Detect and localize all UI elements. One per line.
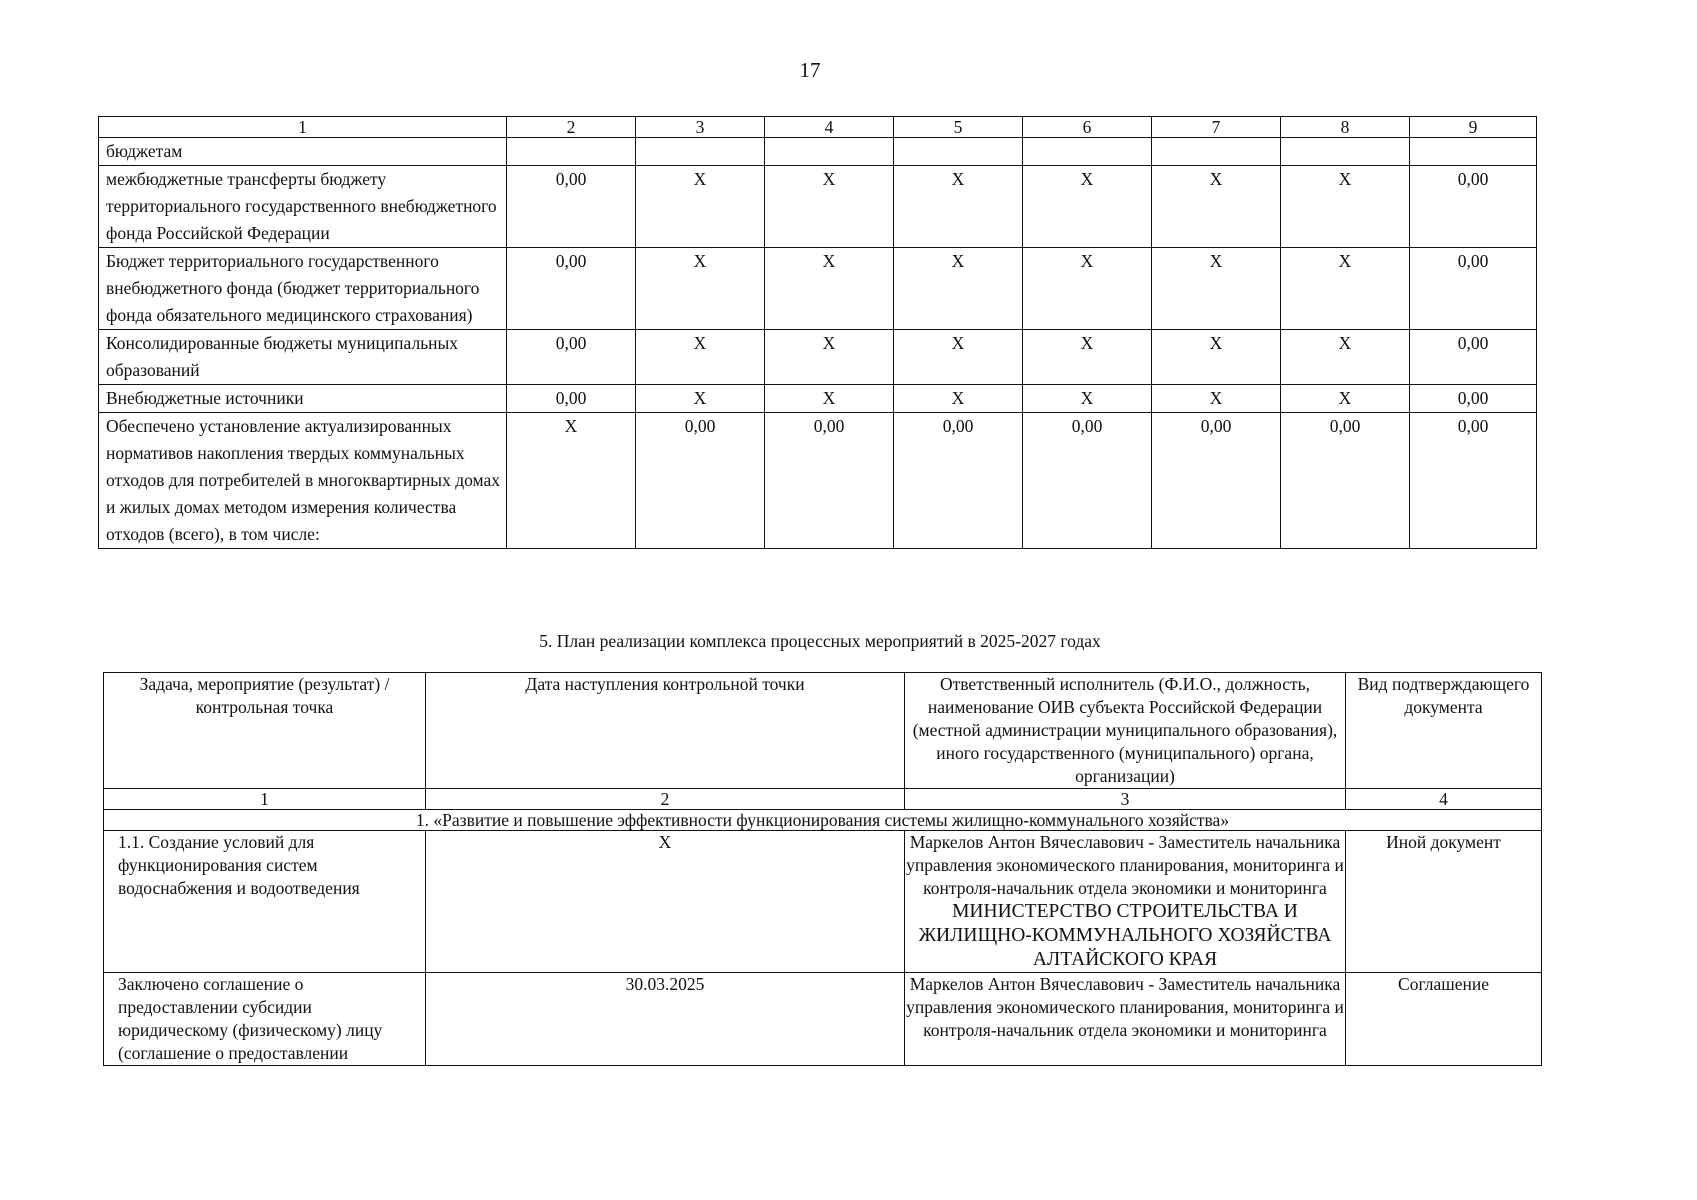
finance-value: X — [1152, 166, 1281, 248]
finance-value: X — [636, 330, 765, 385]
finance-row-label: Бюджет территориального государственного внебюджетного фонда (бюджет территориального фонда обязательного медицинского страхования) — [99, 248, 507, 330]
finance-row-label: межбюджетные трансферты бюджету территориального государственного внебюджетного фонда Российской Федерации — [99, 166, 507, 248]
finance-header-cell: 8 — [1281, 117, 1410, 138]
finance-value: X — [1023, 166, 1152, 248]
finance-value: X — [1281, 330, 1410, 385]
finance-row — [99, 248, 1537, 330]
plan-date: 30.03.2025 — [426, 973, 905, 1066]
finance-value: X — [765, 248, 894, 330]
finance-value: X — [765, 166, 894, 248]
finance-value: 0,00 — [1023, 413, 1152, 549]
finance-header-cell: 3 — [636, 117, 765, 138]
finance-row-label: Консолидированные бюджеты муниципальных образований — [99, 330, 507, 385]
finance-value: 0,00 — [1410, 413, 1537, 549]
finance-value: X — [636, 248, 765, 330]
page-number: 17 — [799, 58, 821, 82]
finance-value — [1152, 138, 1281, 166]
finance-value: X — [1023, 385, 1152, 413]
finance-value: X — [894, 330, 1023, 385]
finance-value: 0,00 — [1410, 248, 1537, 330]
finance-table-header-row — [99, 117, 1537, 138]
plan-group-title: 1. «Развитие и повышение эффективности функционирования системы жилищно-коммунального хозяйства» — [104, 810, 1542, 831]
finance-value — [1281, 138, 1410, 166]
finance-table — [98, 116, 1537, 549]
finance-value — [1410, 138, 1537, 166]
finance-header-cell: 2 — [507, 117, 636, 138]
plan-header-cell: Дата наступления контрольной точки — [426, 673, 905, 789]
finance-value: 0,00 — [1281, 413, 1410, 549]
plan-column-number-row — [104, 789, 1542, 810]
finance-value: X — [1023, 248, 1152, 330]
finance-value: 0,00 — [507, 385, 636, 413]
plan-responsible-cell — [905, 973, 1346, 1066]
finance-row — [99, 138, 1537, 166]
finance-header-cell: 9 — [1410, 117, 1537, 138]
finance-row — [99, 330, 1537, 385]
plan-task: 1.1. Создание условий для функционирования систем водоснабжения и водоотведения — [104, 831, 426, 973]
plan-responsible: Маркелов Антон Вячеславович - Заместитель начальника управления экономического планирования, мониторинга и контроля-начальник отдела экономики и мониторинга — [906, 974, 1344, 1040]
finance-value: X — [1281, 166, 1410, 248]
finance-value — [1023, 138, 1152, 166]
finance-value: X — [894, 166, 1023, 248]
finance-value: 0,00 — [507, 330, 636, 385]
plan-responsible: Маркелов Антон Вячеславович - Заместитель начальника управления экономического планирования, мониторинга и контроля-начальник отдела экономики и мониторинга — [906, 832, 1344, 898]
finance-value: X — [1281, 248, 1410, 330]
finance-row — [99, 385, 1537, 413]
plan-table — [103, 672, 1542, 1066]
finance-value: 0,00 — [1410, 166, 1537, 248]
finance-row — [99, 166, 1537, 248]
finance-value — [636, 138, 765, 166]
finance-value: 0,00 — [765, 413, 894, 549]
finance-value: 0,00 — [507, 166, 636, 248]
finance-value: X — [1152, 385, 1281, 413]
finance-value: X — [1023, 330, 1152, 385]
finance-value: X — [1281, 385, 1410, 413]
finance-value: X — [894, 248, 1023, 330]
plan-document: Соглашение — [1346, 973, 1542, 1066]
finance-header-cell: 6 — [1023, 117, 1152, 138]
finance-value: X — [636, 385, 765, 413]
plan-header-cell: Вид подтверждающего документа — [1346, 673, 1542, 789]
plan-column-number: 4 — [1346, 789, 1542, 810]
plan-task: Заключено соглашение о предоставлении субсидии юридическому (физическому) лицу (соглашение о предоставлении — [104, 973, 426, 1066]
finance-value — [894, 138, 1023, 166]
finance-header-cell: 4 — [765, 117, 894, 138]
plan-header-cell: Ответственный исполнитель (Ф.И.О., должность, наименование ОИВ субъекта Российской Федерации (местной администрации муниципального образования), иного государственного (муниципального) органа, организации) — [905, 673, 1346, 789]
section-title: 5. План реализации комплекса процессных мероприятий в 2025-2027 годах — [539, 631, 1101, 651]
plan-column-number: 1 — [104, 789, 426, 810]
plan-document: Иной документ — [1346, 831, 1542, 973]
plan-column-number: 2 — [426, 789, 905, 810]
finance-row — [99, 413, 1537, 549]
finance-value — [765, 138, 894, 166]
plan-row — [104, 973, 1542, 1066]
finance-value: 0,00 — [1410, 385, 1537, 413]
finance-value: X — [1152, 330, 1281, 385]
finance-value: X — [894, 385, 1023, 413]
finance-value: X — [507, 413, 636, 549]
finance-value: 0,00 — [636, 413, 765, 549]
plan-header-cell: Задача, мероприятие (результат) / контрольная точка — [104, 673, 426, 789]
plan-header-row — [104, 673, 1542, 789]
finance-value: X — [636, 166, 765, 248]
plan-date: X — [426, 831, 905, 973]
finance-row-label: Обеспечено установление актуализированных нормативов накопления твердых коммунальных отходов для потребителей в многоквартирных домах и жилых домах методом измерения количества отходов (всего), в том числе: — [99, 413, 507, 549]
finance-value: X — [1152, 248, 1281, 330]
finance-value: 0,00 — [507, 248, 636, 330]
finance-value: 0,00 — [1410, 330, 1537, 385]
plan-row — [104, 831, 1542, 973]
finance-header-cell: 7 — [1152, 117, 1281, 138]
finance-row-label: бюджетам — [99, 138, 507, 166]
finance-value: X — [765, 330, 894, 385]
finance-value — [507, 138, 636, 166]
finance-header-cell: 1 — [99, 117, 507, 138]
plan-responsible-cell — [905, 831, 1346, 973]
finance-row-label: Внебюджетные источники — [99, 385, 507, 413]
finance-value: 0,00 — [894, 413, 1023, 549]
finance-value: 0,00 — [1152, 413, 1281, 549]
plan-column-number: 3 — [905, 789, 1346, 810]
finance-value: X — [765, 385, 894, 413]
plan-organization: МИНИСТЕРСТВО СТРОИТЕЛЬСТВА И ЖИЛИЩНО-КОММУНАЛЬНОГО ХОЗЯЙСТВА АЛТАЙСКОГО КРАЯ — [918, 901, 1332, 970]
finance-header-cell: 5 — [894, 117, 1023, 138]
plan-group-row — [104, 810, 1542, 831]
